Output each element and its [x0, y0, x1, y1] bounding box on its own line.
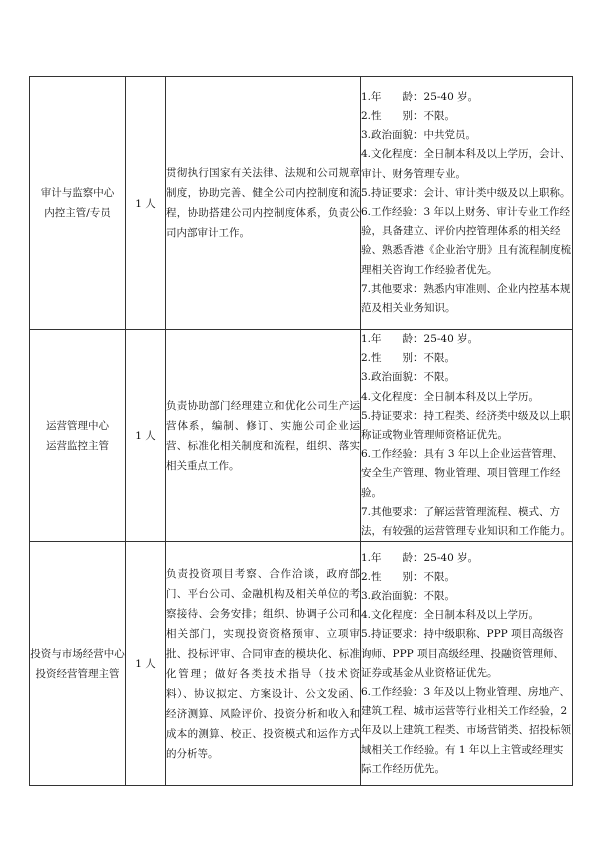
requirement-item: 2.性 别：不限。: [361, 352, 456, 365]
requirement-item: 3.政治面貌：不限。: [361, 589, 456, 602]
department-name: 审计与监察中心: [40, 187, 115, 199]
requirement-item: 1.年 龄：25-40 岁。: [361, 333, 479, 345]
requirement-item: 5.持证要求：会计、审计类中级及以上职称。: [361, 186, 571, 199]
requirement-item: 5.持证要求：持工程类、经济类中级及以上职称证或物业管理师资格证优先。: [361, 409, 571, 442]
requirement-item: 3.政治面貌：中共党员。: [361, 129, 477, 142]
headcount: 1 人: [126, 330, 166, 542]
requirement-item: 4.文化程度：全日制本科及以上学历。: [361, 390, 540, 403]
department-cell: [30, 77, 126, 330]
requirement-item: 5.持证要求：持中级职称、PPP 项目高级咨询师、PPP 项目高级经理、投融资管理师、证券或基金从业资格证优先。: [361, 628, 565, 679]
requirements-cell: [361, 77, 573, 330]
table-row: [30, 542, 573, 786]
requirement-item: 6.工作经验：3 年以上财务、审计专业工作经验，具备建立、评价内控管理体系的相关经验、熟悉香港《企业治守册》且有流程制度梳理相关咨询工作经验者优先。: [361, 206, 571, 276]
department-name: 投资与市场经营中心: [30, 647, 125, 660]
requirement-item: 1.年 龄：25-40 岁。: [361, 90, 479, 103]
requirement-item: 6.工作经验：具有 3 年以上企业运营管理、安全生产管理、物业管理、项目管理工作经验。: [361, 448, 563, 499]
requirements-cell: [361, 542, 573, 786]
requirement-item: 2.性 别：不限。: [361, 109, 456, 122]
headcount: 1 人: [126, 77, 166, 330]
requirement-item: 4.文化程度：全日制本科及以上学历。: [361, 609, 540, 622]
position-title: 运营监控主管: [46, 439, 109, 452]
requirement-item: 7.其他要求：熟悉内审准则、企业内控基本规范及相关业务知识。: [361, 282, 571, 315]
requirement-item: 3.政治面貌：不限。: [361, 371, 456, 384]
requirement-item: 2.性 别：不限。: [361, 570, 456, 583]
table-row: [30, 330, 573, 542]
requirement-item: 1.年 龄：25-40 岁。: [361, 551, 479, 564]
job-duties: 负责投资项目考察、合作洽谈，政府部门、平台公司、金融机构及相关单位的考察接待、会务安排；组织、协调子公司和相关部门，实现投资资格预审、立项审批、投标评审、合同审查的模块化、标准化管理；做好各类技术指导（技术资料）、协议拟定、方案设计、公文发函、经济测算、风险评价、投资分析和收入和成本的测算、校正、投资模式和运作方式的分析等。: [166, 542, 361, 786]
position-title: 内控主管/专员: [44, 207, 111, 219]
department-cell: [30, 542, 126, 786]
department-name: 运营管理中心: [46, 419, 109, 432]
job-requirements-table: [29, 76, 573, 786]
department-cell: [30, 330, 126, 542]
job-duties: 负责协助部门经理建立和优化公司生产运营体系，编制、修订、实施公司企业运营、标准化相关制度和流程，组织、落实相关重点工作。: [166, 330, 361, 542]
headcount: 1 人: [126, 542, 166, 786]
position-title: 投资经营管理主管: [35, 667, 120, 680]
job-duties: 贯彻执行国家有关法律、法规和公司规章制度，协助完善、健全公司内控制度和流程，协助搭建公司内控制度体系，负责公司内部审计工作。: [166, 77, 361, 330]
table-row: [30, 77, 573, 330]
requirement-item: 6.工作经验：3 年及以上物业管理、房地产、建筑工程、城市运营等行业相关工作经验，2 年及以上建筑工程类、市场营销类、招投标领域相关工作经验。有 1 年以上主管或经理实际工作经历优先。: [361, 685, 571, 775]
requirements-cell: [361, 330, 573, 542]
requirement-item: 7.其他要求：了解运营管理流程、模式、方法，有较强的运营管理专业知识和工作能力。: [361, 505, 571, 538]
requirement-item: 4.文化程度：全日制本科及以上学历，会计、审计、财务管理专业。: [361, 148, 571, 180]
